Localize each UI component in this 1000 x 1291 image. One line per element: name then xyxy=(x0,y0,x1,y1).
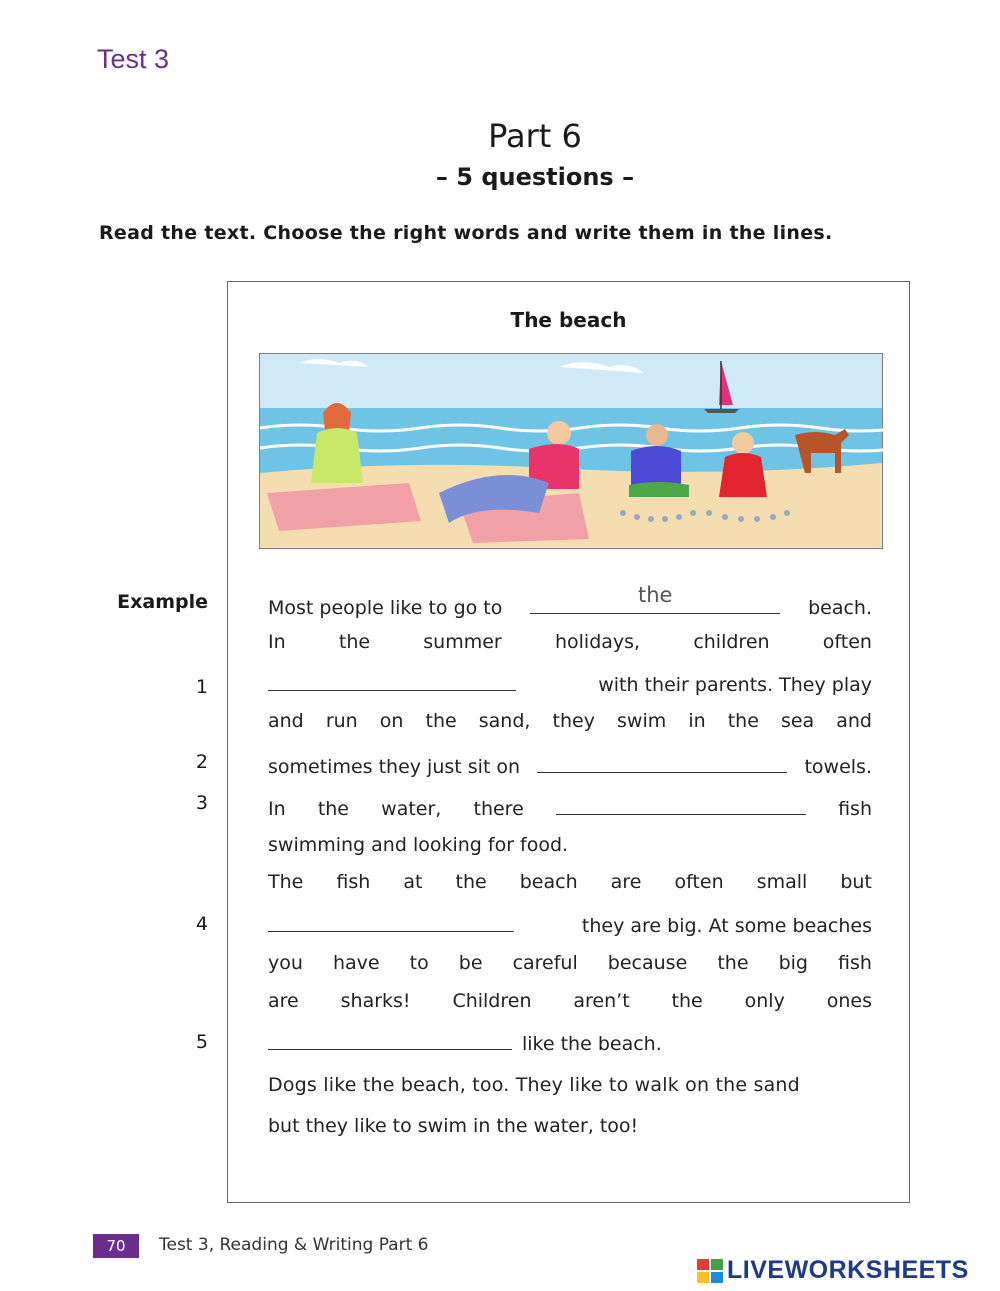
line-text: In xyxy=(268,798,286,820)
example-label: Example xyxy=(117,591,208,613)
line-word: to xyxy=(409,952,429,974)
line-word: In xyxy=(268,631,286,653)
story-line xyxy=(268,990,872,1012)
line-word: on xyxy=(379,710,404,732)
answer-input-2[interactable] xyxy=(537,752,787,773)
story-line xyxy=(268,752,872,778)
line-word: often xyxy=(822,631,872,653)
line-word: sharks! xyxy=(340,990,411,1012)
story-title: The beach xyxy=(510,308,627,332)
line-text: they are big. At some beaches xyxy=(581,915,872,937)
answer-input-4[interactable] xyxy=(268,911,514,932)
example-answer: the xyxy=(637,583,673,607)
line-word: Children xyxy=(452,990,532,1012)
line-word: holidays, xyxy=(554,631,641,653)
question-number-3: 3 xyxy=(195,792,208,814)
line-word: run xyxy=(325,710,358,732)
page-number: 70 xyxy=(93,1234,139,1258)
line-word: the xyxy=(727,710,759,732)
story-line xyxy=(268,670,872,696)
line-word: the xyxy=(671,990,703,1012)
story-line xyxy=(268,1074,872,1096)
story-line xyxy=(268,631,872,653)
story-line xyxy=(268,583,872,619)
line-text: with their parents. They play xyxy=(598,674,872,696)
line-word: aren’t xyxy=(573,990,630,1012)
line-word: and xyxy=(268,710,304,732)
line-word: sea xyxy=(780,710,815,732)
story-line xyxy=(268,871,872,893)
line-text: beach. xyxy=(808,597,872,619)
beach-illustration xyxy=(259,353,883,549)
story-line xyxy=(268,834,872,856)
line-word: the xyxy=(425,710,457,732)
line-word: the xyxy=(338,631,371,653)
line-word: children xyxy=(693,631,770,653)
question-number-5: 5 xyxy=(195,1031,208,1053)
line-word: fish xyxy=(838,952,872,974)
line-word: because xyxy=(607,952,688,974)
story-line xyxy=(268,952,872,974)
line-word: beach xyxy=(519,871,578,893)
story-line xyxy=(268,911,872,937)
line-word: be xyxy=(458,952,483,974)
line-word: you xyxy=(268,952,303,974)
question-number-4: 4 xyxy=(195,913,208,935)
line-word: small xyxy=(756,871,808,893)
line-word: and xyxy=(836,710,872,732)
line-text: water, xyxy=(381,798,442,820)
line-word: swim xyxy=(617,710,667,732)
line-word: are xyxy=(268,990,299,1012)
test-label: Test 3 xyxy=(97,44,170,74)
liveworksheets-logo[interactable] xyxy=(697,1256,969,1285)
story-line xyxy=(268,794,872,820)
answer-input-5[interactable] xyxy=(268,1029,512,1050)
line-word: ones xyxy=(826,990,872,1012)
story-line xyxy=(268,1115,872,1137)
line-text: there xyxy=(473,798,524,820)
line-word: are xyxy=(610,871,642,893)
line-text: towels. xyxy=(804,756,872,778)
line-word: in xyxy=(688,710,706,732)
line-word: the xyxy=(717,952,749,974)
line-word: at xyxy=(403,871,423,893)
footer-text: Test 3, Reading & Writing Part 6 xyxy=(159,1235,429,1255)
line-word: fish xyxy=(336,871,371,893)
line-word: big xyxy=(778,952,808,974)
line-text: fish xyxy=(838,798,872,820)
story-line xyxy=(268,710,872,732)
part-subtitle: – 5 questions – xyxy=(435,163,635,191)
line-word: The xyxy=(268,871,304,893)
line-text: swimming and looking for food. xyxy=(268,834,569,856)
question-number-1: 1 xyxy=(195,676,208,698)
instruction-text: Read the text. Choose the right words and write them in the lines. xyxy=(99,222,833,244)
line-word: sand, xyxy=(478,710,531,732)
line-text: but they like to swim in the water, too! xyxy=(268,1115,639,1137)
story-line xyxy=(268,1029,872,1055)
question-number-2: 2 xyxy=(195,751,208,773)
liveworksheets-icon xyxy=(697,1259,723,1283)
line-text: Dogs like the beach, too. They like to walk on the sand xyxy=(268,1074,800,1096)
answer-input-1[interactable] xyxy=(268,670,516,691)
line-word: often xyxy=(674,871,724,893)
line-word: careful xyxy=(512,952,578,974)
line-text: Most people like to go to xyxy=(268,597,503,619)
answer-input-3[interactable] xyxy=(556,794,806,815)
line-word: but xyxy=(840,871,872,893)
line-text: sometimes they just sit on xyxy=(268,756,521,778)
line-word: they xyxy=(552,710,595,732)
part-title: Part 6 xyxy=(488,117,582,155)
line-word: only xyxy=(744,990,785,1012)
line-word: summer xyxy=(423,631,502,653)
line-word: have xyxy=(332,952,380,974)
line-text: like the beach. xyxy=(522,1033,662,1055)
example-answer-blank xyxy=(530,583,780,614)
line-word: the xyxy=(455,871,487,893)
line-text: the xyxy=(317,798,349,820)
brand-name: LIVEWORKSHEETS xyxy=(727,1256,969,1284)
